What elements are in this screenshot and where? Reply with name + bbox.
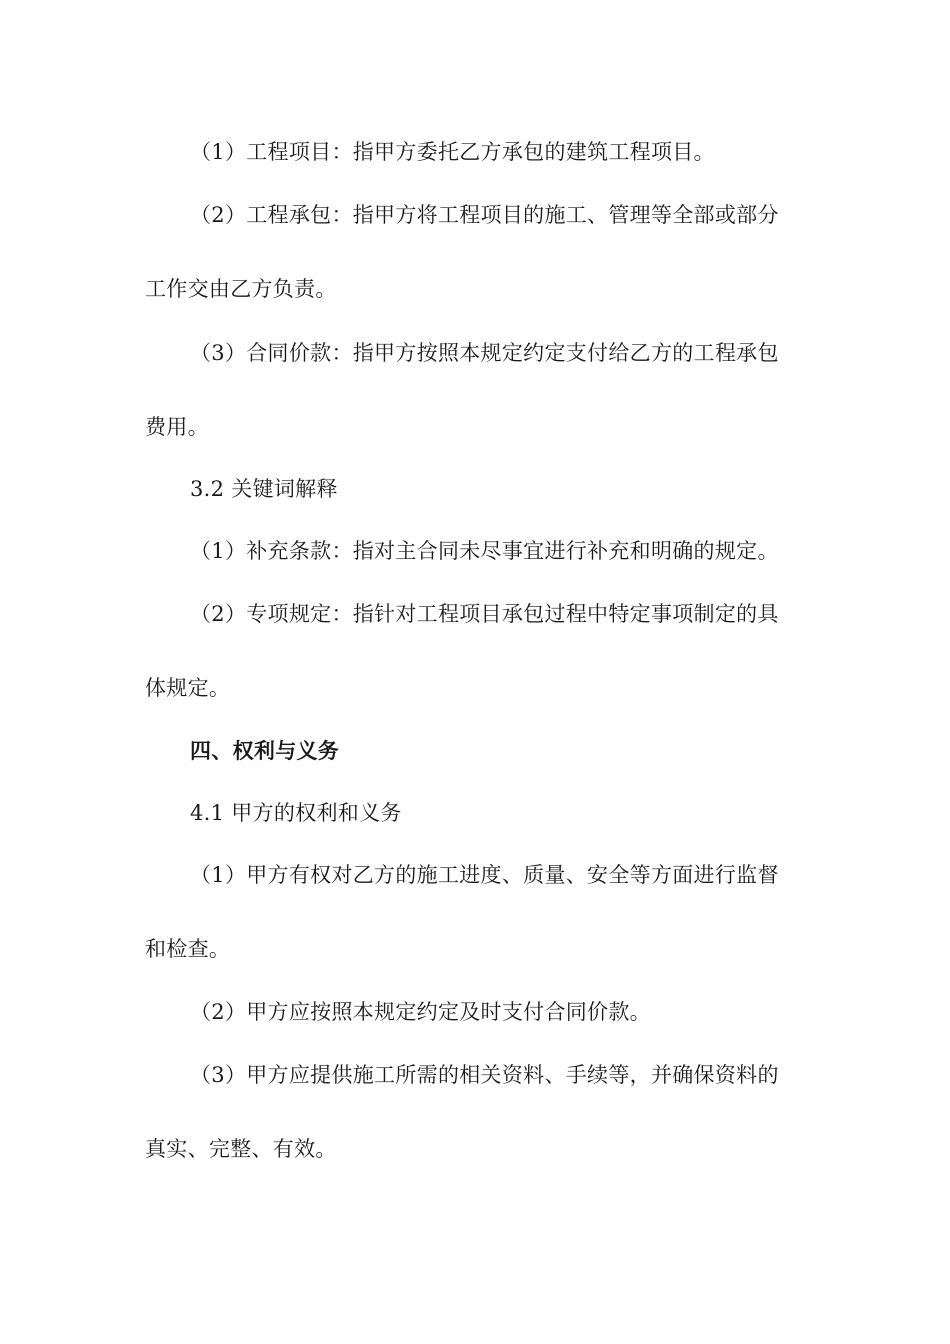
clause-3-1-item-2-cont: 工作交由乙方负责。	[145, 277, 337, 301]
section-3-2-title: 3.2 关键词解释	[190, 477, 338, 501]
clause-4-1-item-3: （3）甲方应提供施工所需的相关资料、手续等，并确保资料的	[190, 1063, 779, 1087]
chapter-4-heading: 四、权利与义务	[190, 738, 340, 763]
clause-4-1-item-1-cont: 和检查。	[145, 937, 231, 961]
section-4-1-title: 4.1 甲方的权利和义务	[190, 801, 402, 825]
clause-3-2-item-1: （1）补充条款：指对主合同未尽事宜进行补充和明确的规定。	[190, 539, 779, 563]
clause-3-1-item-3: （3）合同价款：指甲方按照本规定约定支付给乙方的工程承包	[190, 341, 779, 365]
clause-4-1-item-3-cont: 真实、完整、有效。	[145, 1137, 337, 1161]
clause-3-1-item-1: （1）工程项目：指甲方委托乙方承包的建筑工程项目。	[190, 140, 715, 164]
clause-4-1-item-1: （1）甲方有权对乙方的施工进度、质量、安全等方面进行监督	[190, 863, 779, 887]
clause-3-2-item-2-cont: 体规定。	[145, 676, 231, 700]
clause-4-1-item-2: （2）甲方应按照本规定约定及时支付合同价款。	[190, 1000, 651, 1024]
clause-3-2-item-2: （2）专项规定：指针对工程项目承包过程中特定事项制定的具	[190, 602, 779, 626]
clause-3-1-item-2: （2）工程承包：指甲方将工程项目的施工、管理等全部或部分	[190, 203, 779, 227]
clause-3-1-item-3-cont: 费用。	[145, 415, 209, 439]
